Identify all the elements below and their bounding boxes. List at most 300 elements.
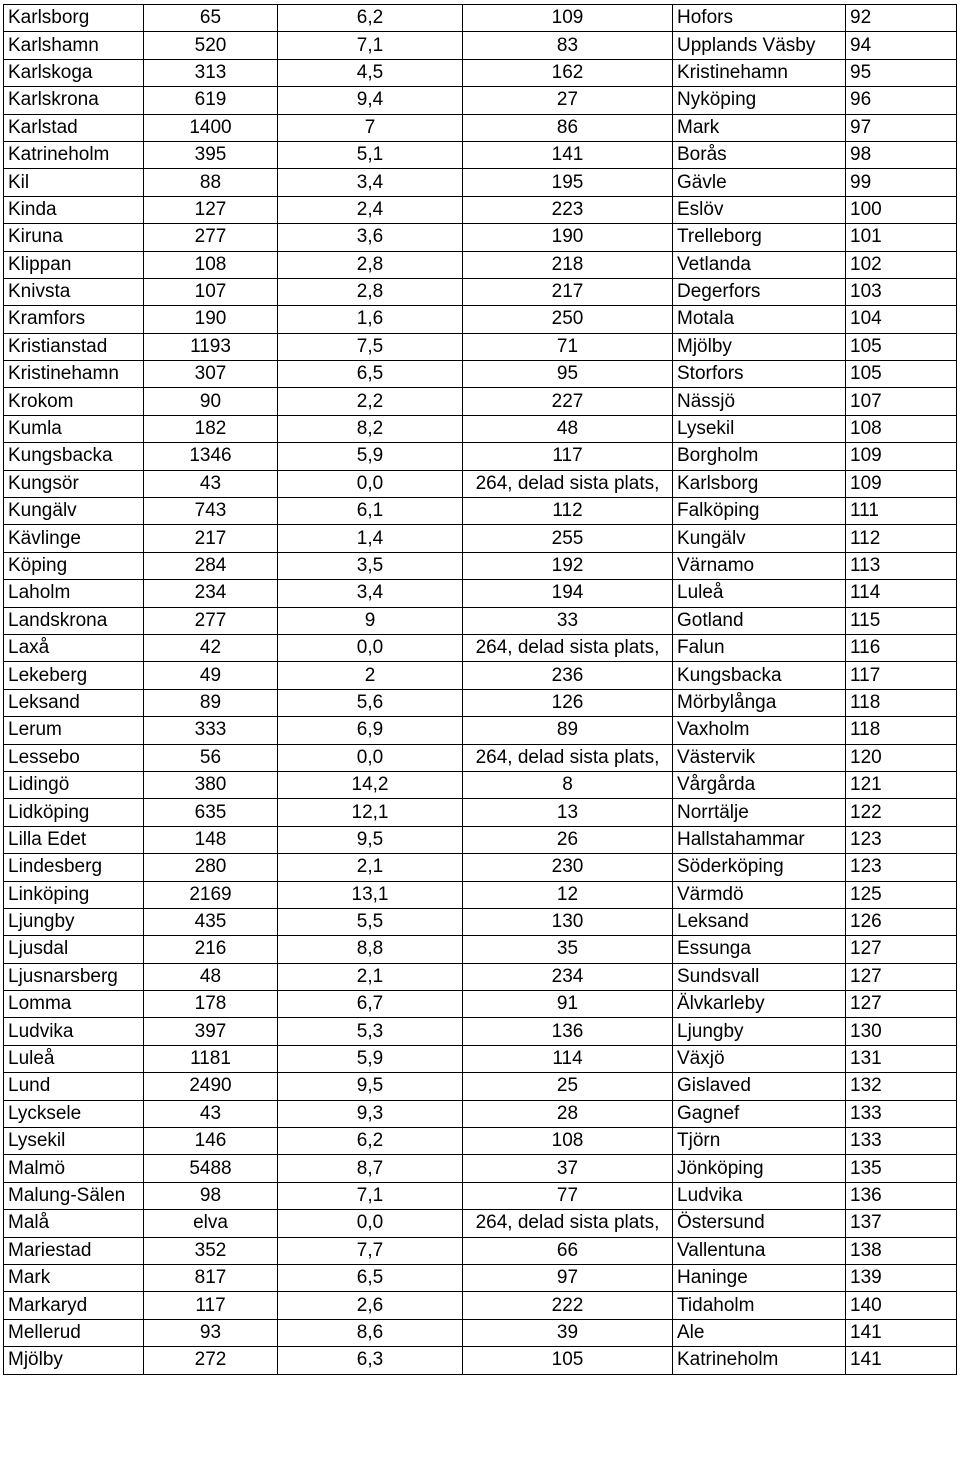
- rank-position-cell: 98: [846, 141, 957, 168]
- rate-cell: 6,2: [278, 5, 463, 32]
- rank-position-cell: 141: [846, 1347, 957, 1374]
- count-cell: 619: [144, 87, 278, 114]
- ranked-municipality-cell: Vetlanda: [673, 251, 846, 278]
- rank-position-cell: 123: [846, 854, 957, 881]
- ranked-municipality-cell: Kristinehamn: [673, 59, 846, 86]
- ranked-municipality-cell: Eslöv: [673, 196, 846, 223]
- table-row: [4, 936, 957, 963]
- municipality-cell: Laholm: [4, 580, 144, 607]
- table-row: [4, 5, 957, 32]
- rank-cell: 105: [463, 1347, 673, 1374]
- rank-position-cell: 127: [846, 963, 957, 990]
- count-cell: 178: [144, 991, 278, 1018]
- rate-cell: 0,0: [278, 470, 463, 497]
- rank-position-cell: 94: [846, 32, 957, 59]
- rank-cell: 8: [463, 771, 673, 798]
- rank-position-cell: 103: [846, 278, 957, 305]
- count-cell: 93: [144, 1319, 278, 1346]
- rate-cell: 8,8: [278, 936, 463, 963]
- rank-cell: 89: [463, 717, 673, 744]
- rank-position-cell: 107: [846, 388, 957, 415]
- ranked-municipality-cell: Essunga: [673, 936, 846, 963]
- rate-cell: 2,8: [278, 251, 463, 278]
- rank-cell: 12: [463, 881, 673, 908]
- table-row: [4, 1237, 957, 1264]
- rate-cell: 9,3: [278, 1100, 463, 1127]
- rate-cell: 9,4: [278, 87, 463, 114]
- municipality-cell: Kungsbacka: [4, 443, 144, 470]
- rank-position-cell: 105: [846, 361, 957, 388]
- count-cell: 313: [144, 59, 278, 86]
- count-cell: 743: [144, 498, 278, 525]
- count-cell: 127: [144, 196, 278, 223]
- table-row: [4, 141, 957, 168]
- count-cell: 48: [144, 963, 278, 990]
- municipality-cell: Leksand: [4, 689, 144, 716]
- rank-position-cell: 100: [846, 196, 957, 223]
- count-cell: 108: [144, 251, 278, 278]
- count-cell: 380: [144, 771, 278, 798]
- rank-cell: 33: [463, 607, 673, 634]
- table-row: [4, 196, 957, 223]
- municipality-cell: Lomma: [4, 991, 144, 1018]
- municipality-cell: Knivsta: [4, 278, 144, 305]
- rate-cell: 7,5: [278, 333, 463, 360]
- rank-cell: 162: [463, 59, 673, 86]
- ranked-municipality-cell: Mark: [673, 114, 846, 141]
- rank-cell: 264, delad sista plats,: [463, 634, 673, 661]
- municipality-cell: Mjölby: [4, 1347, 144, 1374]
- rank-position-cell: 120: [846, 744, 957, 771]
- rate-cell: 8,6: [278, 1319, 463, 1346]
- count-cell: 307: [144, 361, 278, 388]
- count-cell: 277: [144, 607, 278, 634]
- rate-cell: 5,9: [278, 1045, 463, 1072]
- count-cell: 395: [144, 141, 278, 168]
- count-cell: 90: [144, 388, 278, 415]
- municipality-cell: Lekeberg: [4, 662, 144, 689]
- rank-cell: 83: [463, 32, 673, 59]
- ranked-municipality-cell: Trelleborg: [673, 224, 846, 251]
- table-row: [4, 799, 957, 826]
- table-row: [4, 388, 957, 415]
- rank-cell: 77: [463, 1182, 673, 1209]
- municipality-cell: Karlskoga: [4, 59, 144, 86]
- table-row: [4, 1264, 957, 1291]
- table-row: [4, 278, 957, 305]
- count-cell: 284: [144, 552, 278, 579]
- rank-position-cell: 111: [846, 498, 957, 525]
- rate-cell: 7,1: [278, 32, 463, 59]
- table-row: [4, 1319, 957, 1346]
- rank-cell: 227: [463, 388, 673, 415]
- rank-cell: 223: [463, 196, 673, 223]
- rank-position-cell: 96: [846, 87, 957, 114]
- count-cell: 117: [144, 1292, 278, 1319]
- count-cell: 65: [144, 5, 278, 32]
- table-body: [4, 5, 957, 1375]
- ranked-municipality-cell: Vårgårda: [673, 771, 846, 798]
- table-row: [4, 525, 957, 552]
- ranked-municipality-cell: Storfors: [673, 361, 846, 388]
- rank-cell: 114: [463, 1045, 673, 1072]
- table-row: [4, 744, 957, 771]
- rate-cell: 12,1: [278, 799, 463, 826]
- rank-position-cell: 132: [846, 1073, 957, 1100]
- count-cell: 817: [144, 1264, 278, 1291]
- municipality-cell: Kristianstad: [4, 333, 144, 360]
- ranked-municipality-cell: Vaxholm: [673, 717, 846, 744]
- rate-cell: 13,1: [278, 881, 463, 908]
- rank-position-cell: 125: [846, 881, 957, 908]
- municipality-cell: Karlskrona: [4, 87, 144, 114]
- municipality-cell: Markaryd: [4, 1292, 144, 1319]
- table-row: [4, 1182, 957, 1209]
- municipality-cell: Malå: [4, 1210, 144, 1237]
- count-cell: 107: [144, 278, 278, 305]
- municipality-cell: Lessebo: [4, 744, 144, 771]
- rate-cell: 5,3: [278, 1018, 463, 1045]
- rate-cell: 2,1: [278, 854, 463, 881]
- municipality-cell: Landskrona: [4, 607, 144, 634]
- table-row: [4, 224, 957, 251]
- municipality-cell: Karlsborg: [4, 5, 144, 32]
- ranked-municipality-cell: Karlsborg: [673, 470, 846, 497]
- rank-position-cell: 97: [846, 114, 957, 141]
- ranked-municipality-cell: Kungsbacka: [673, 662, 846, 689]
- rank-position-cell: 122: [846, 799, 957, 826]
- ranked-municipality-cell: Leksand: [673, 908, 846, 935]
- ranked-municipality-cell: Östersund: [673, 1210, 846, 1237]
- table-row: [4, 607, 957, 634]
- table-row: [4, 826, 957, 853]
- rate-cell: 2: [278, 662, 463, 689]
- rank-cell: 126: [463, 689, 673, 716]
- ranked-municipality-cell: Värnamo: [673, 552, 846, 579]
- rank-cell: 234: [463, 963, 673, 990]
- count-cell: 190: [144, 306, 278, 333]
- rate-cell: 9,5: [278, 826, 463, 853]
- municipality-cell: Karlshamn: [4, 32, 144, 59]
- ranked-municipality-cell: Västervik: [673, 744, 846, 771]
- count-cell: 352: [144, 1237, 278, 1264]
- municipality-cell: Kävlinge: [4, 525, 144, 552]
- rank-cell: 37: [463, 1155, 673, 1182]
- rank-cell: 26: [463, 826, 673, 853]
- table-row: [4, 361, 957, 388]
- rank-cell: 71: [463, 333, 673, 360]
- ranked-municipality-cell: Tjörn: [673, 1128, 846, 1155]
- rate-cell: 0,0: [278, 634, 463, 661]
- rate-cell: 1,6: [278, 306, 463, 333]
- table-row: [4, 251, 957, 278]
- count-cell: 2169: [144, 881, 278, 908]
- count-cell: 56: [144, 744, 278, 771]
- rank-position-cell: 137: [846, 1210, 957, 1237]
- rank-position-cell: 116: [846, 634, 957, 661]
- ranked-municipality-cell: Sundsvall: [673, 963, 846, 990]
- rate-cell: 5,5: [278, 908, 463, 935]
- rate-cell: 5,1: [278, 141, 463, 168]
- rank-position-cell: 131: [846, 1045, 957, 1072]
- count-cell: 98: [144, 1182, 278, 1209]
- rank-cell: 91: [463, 991, 673, 1018]
- count-cell: 182: [144, 415, 278, 442]
- municipality-cell: Luleå: [4, 1045, 144, 1072]
- count-cell: 1181: [144, 1045, 278, 1072]
- table-row: [4, 169, 957, 196]
- ranked-municipality-cell: Motala: [673, 306, 846, 333]
- table-row: [4, 1210, 957, 1237]
- municipality-cell: Mellerud: [4, 1319, 144, 1346]
- count-cell: 277: [144, 224, 278, 251]
- count-cell: 1346: [144, 443, 278, 470]
- table-row: [4, 908, 957, 935]
- rank-cell: 35: [463, 936, 673, 963]
- municipality-cell: Kungsör: [4, 470, 144, 497]
- rank-cell: 25: [463, 1073, 673, 1100]
- rank-position-cell: 139: [846, 1264, 957, 1291]
- ranked-municipality-cell: Gävle: [673, 169, 846, 196]
- municipality-cell: Linköping: [4, 881, 144, 908]
- municipality-cell: Kinda: [4, 196, 144, 223]
- rate-cell: 9,5: [278, 1073, 463, 1100]
- ranked-municipality-cell: Upplands Väsby: [673, 32, 846, 59]
- count-cell: 216: [144, 936, 278, 963]
- rank-position-cell: 130: [846, 1018, 957, 1045]
- table-row: [4, 1045, 957, 1072]
- table-row: [4, 1018, 957, 1045]
- rank-position-cell: 117: [846, 662, 957, 689]
- ranked-municipality-cell: Ludvika: [673, 1182, 846, 1209]
- municipality-cell: Kiruna: [4, 224, 144, 251]
- table-row: [4, 333, 957, 360]
- data-table: [3, 4, 957, 1375]
- table-row: [4, 552, 957, 579]
- count-cell: 49: [144, 662, 278, 689]
- table-row: [4, 1073, 957, 1100]
- rank-position-cell: 121: [846, 771, 957, 798]
- rate-cell: 2,6: [278, 1292, 463, 1319]
- rate-cell: 2,4: [278, 196, 463, 223]
- table-row: [4, 1155, 957, 1182]
- table-row: [4, 854, 957, 881]
- rank-cell: 48: [463, 415, 673, 442]
- rank-position-cell: 101: [846, 224, 957, 251]
- rank-cell: 39: [463, 1319, 673, 1346]
- rate-cell: 6,7: [278, 991, 463, 1018]
- table-row: [4, 771, 957, 798]
- rank-cell: 236: [463, 662, 673, 689]
- municipality-cell: Lund: [4, 1073, 144, 1100]
- municipality-cell: Lysekil: [4, 1128, 144, 1155]
- municipality-cell: Ljusnarsberg: [4, 963, 144, 990]
- rate-cell: 6,3: [278, 1347, 463, 1374]
- table-row: [4, 991, 957, 1018]
- ranked-municipality-cell: Ale: [673, 1319, 846, 1346]
- count-cell: 1400: [144, 114, 278, 141]
- municipality-cell: Lilla Edet: [4, 826, 144, 853]
- table-row: [4, 498, 957, 525]
- count-cell: 2490: [144, 1073, 278, 1100]
- ranked-municipality-cell: Älvkarleby: [673, 991, 846, 1018]
- rank-cell: 264, delad sista plats,: [463, 1210, 673, 1237]
- rank-position-cell: 118: [846, 689, 957, 716]
- rank-cell: 217: [463, 278, 673, 305]
- rank-position-cell: 113: [846, 552, 957, 579]
- rate-cell: 3,4: [278, 580, 463, 607]
- count-cell: 280: [144, 854, 278, 881]
- table-row: [4, 963, 957, 990]
- municipality-cell: Laxå: [4, 634, 144, 661]
- rate-cell: 9: [278, 607, 463, 634]
- municipality-cell: Köping: [4, 552, 144, 579]
- count-cell: 146: [144, 1128, 278, 1155]
- municipality-cell: Ludvika: [4, 1018, 144, 1045]
- rate-cell: 2,1: [278, 963, 463, 990]
- rate-cell: 3,5: [278, 552, 463, 579]
- ranked-municipality-cell: Gagnef: [673, 1100, 846, 1127]
- rank-position-cell: 133: [846, 1128, 957, 1155]
- rank-position-cell: 126: [846, 908, 957, 935]
- rank-position-cell: 104: [846, 306, 957, 333]
- ranked-municipality-cell: Tidaholm: [673, 1292, 846, 1319]
- municipality-cell: Kristinehamn: [4, 361, 144, 388]
- table-row: [4, 1128, 957, 1155]
- rank-position-cell: 109: [846, 443, 957, 470]
- municipality-cell: Lycksele: [4, 1100, 144, 1127]
- count-cell: 148: [144, 826, 278, 853]
- rank-position-cell: 127: [846, 936, 957, 963]
- rank-cell: 218: [463, 251, 673, 278]
- table-row: [4, 1292, 957, 1319]
- rank-position-cell: 99: [846, 169, 957, 196]
- rate-cell: 5,6: [278, 689, 463, 716]
- rank-position-cell: 123: [846, 826, 957, 853]
- ranked-municipality-cell: Borgholm: [673, 443, 846, 470]
- rate-cell: 6,2: [278, 1128, 463, 1155]
- rank-cell: 195: [463, 169, 673, 196]
- rate-cell: 4,5: [278, 59, 463, 86]
- count-cell: 42: [144, 634, 278, 661]
- table-row: [4, 443, 957, 470]
- table-row: [4, 662, 957, 689]
- rank-cell: 13: [463, 799, 673, 826]
- rank-cell: 194: [463, 580, 673, 607]
- municipality-cell: Kumla: [4, 415, 144, 442]
- rank-cell: 112: [463, 498, 673, 525]
- municipality-cell: Malmö: [4, 1155, 144, 1182]
- municipality-cell: Lidköping: [4, 799, 144, 826]
- ranked-municipality-cell: Gislaved: [673, 1073, 846, 1100]
- count-cell: 88: [144, 169, 278, 196]
- municipality-cell: Ljusdal: [4, 936, 144, 963]
- count-cell: 1193: [144, 333, 278, 360]
- count-cell: 89: [144, 689, 278, 716]
- rank-position-cell: 112: [846, 525, 957, 552]
- table-row: [4, 59, 957, 86]
- rank-cell: 136: [463, 1018, 673, 1045]
- rate-cell: 7,7: [278, 1237, 463, 1264]
- ranked-municipality-cell: Luleå: [673, 580, 846, 607]
- rank-position-cell: 133: [846, 1100, 957, 1127]
- ranked-municipality-cell: Borås: [673, 141, 846, 168]
- rank-cell: 250: [463, 306, 673, 333]
- rank-position-cell: 136: [846, 1182, 957, 1209]
- rank-position-cell: 140: [846, 1292, 957, 1319]
- ranked-municipality-cell: Ljungby: [673, 1018, 846, 1045]
- municipality-cell: Kramfors: [4, 306, 144, 333]
- count-cell: 272: [144, 1347, 278, 1374]
- rate-cell: 6,5: [278, 361, 463, 388]
- municipality-cell: Kungälv: [4, 498, 144, 525]
- count-cell: elva: [144, 1210, 278, 1237]
- municipality-cell: Lerum: [4, 717, 144, 744]
- rate-cell: 6,5: [278, 1264, 463, 1291]
- ranked-municipality-cell: Norrtälje: [673, 799, 846, 826]
- table-row: [4, 470, 957, 497]
- ranked-municipality-cell: Mjölby: [673, 333, 846, 360]
- table-row: [4, 580, 957, 607]
- rank-cell: 230: [463, 854, 673, 881]
- rank-cell: 141: [463, 141, 673, 168]
- table-row: [4, 1347, 957, 1374]
- municipality-cell: Ljungby: [4, 908, 144, 935]
- ranked-municipality-cell: Lysekil: [673, 415, 846, 442]
- ranked-municipality-cell: Kungälv: [673, 525, 846, 552]
- table-row: [4, 114, 957, 141]
- municipality-cell: Mariestad: [4, 1237, 144, 1264]
- ranked-municipality-cell: Växjö: [673, 1045, 846, 1072]
- rate-cell: 3,4: [278, 169, 463, 196]
- municipality-cell: Lindesberg: [4, 854, 144, 881]
- rank-cell: 117: [463, 443, 673, 470]
- rank-cell: 97: [463, 1264, 673, 1291]
- municipality-cell: Krokom: [4, 388, 144, 415]
- municipality-cell: Malung-Sälen: [4, 1182, 144, 1209]
- count-cell: 435: [144, 908, 278, 935]
- count-cell: 43: [144, 1100, 278, 1127]
- rank-position-cell: 108: [846, 415, 957, 442]
- rank-cell: 255: [463, 525, 673, 552]
- ranked-municipality-cell: Värmdö: [673, 881, 846, 908]
- ranked-municipality-cell: Degerfors: [673, 278, 846, 305]
- count-cell: 5488: [144, 1155, 278, 1182]
- ranked-municipality-cell: Falun: [673, 634, 846, 661]
- table-row: [4, 306, 957, 333]
- rank-position-cell: 141: [846, 1319, 957, 1346]
- municipality-cell: Katrineholm: [4, 141, 144, 168]
- count-cell: 43: [144, 470, 278, 497]
- rank-position-cell: 92: [846, 5, 957, 32]
- rate-cell: 6,1: [278, 498, 463, 525]
- rank-position-cell: 95: [846, 59, 957, 86]
- rank-position-cell: 105: [846, 333, 957, 360]
- table-row: [4, 689, 957, 716]
- rank-cell: 264, delad sista plats,: [463, 470, 673, 497]
- rank-position-cell: 127: [846, 991, 957, 1018]
- rate-cell: 2,8: [278, 278, 463, 305]
- ranked-municipality-cell: Nässjö: [673, 388, 846, 415]
- municipality-cell: Karlstad: [4, 114, 144, 141]
- municipality-cell: Mark: [4, 1264, 144, 1291]
- ranked-municipality-cell: Jönköping: [673, 1155, 846, 1182]
- rank-position-cell: 118: [846, 717, 957, 744]
- rank-position-cell: 114: [846, 580, 957, 607]
- rank-position-cell: 135: [846, 1155, 957, 1182]
- ranked-municipality-cell: Gotland: [673, 607, 846, 634]
- rank-cell: 190: [463, 224, 673, 251]
